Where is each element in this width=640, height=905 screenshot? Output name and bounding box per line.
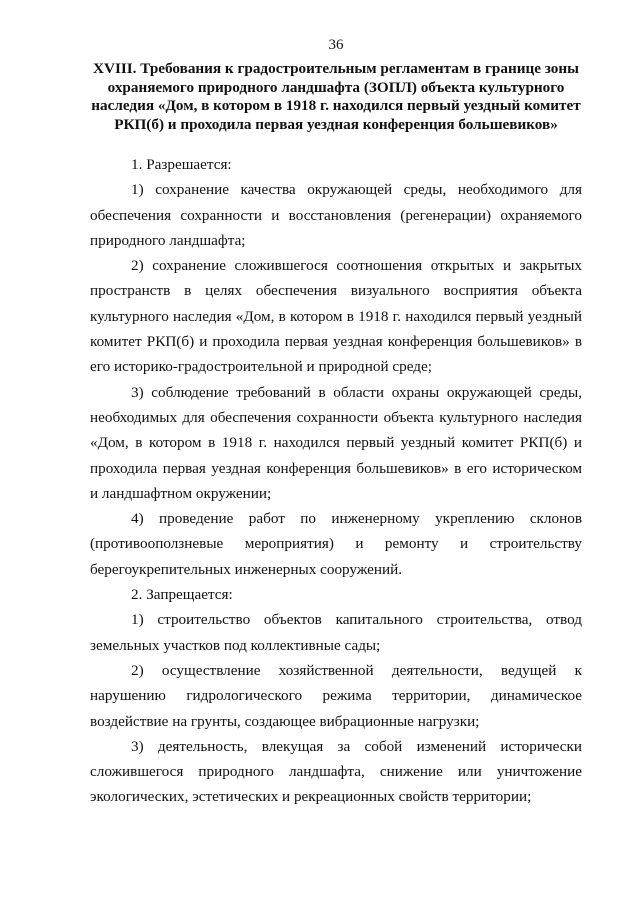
paragraph-permitted-4: 4) проведение работ по инженерному укреплению склонов (противооползневые мероприятия) и ремонту и строительству берегоукрепительных инженерных сооружений. [90, 510, 582, 578]
paragraph-permitted-2: 2) сохранение сложившегося соотношения открытых и закрытых пространств в целях обеспечения визуального восприятия объекта культурного наследия «Дом, в котором в 1918 г. находился первый уездный комитет РКП(б) и проходила первая уездная конференция большевиков» в его историко-градостроительной и природной среде; [90, 257, 582, 376]
paragraph-prohibited-1: 1) строительство объектов капитального строительства, отвод земельных участков под коллективные сады; [90, 611, 582, 654]
paragraph-prohibited-3: 3) деятельность, влекущая за собой изменений исторически сложившегося природного ландшафта, снижение или уничтожение экологических, эстетических и рекреационных свойств территории; [90, 737, 582, 806]
paragraph-prohibited-title: 2. Запрещается: [131, 586, 233, 604]
page-number: 36 [328, 37, 344, 53]
paragraph-permitted-1: 1) сохранение качества окружающей среды, необходимого для обеспечения сохранности и восстановления (регенерации) охраняемого природного ландшафта; [90, 181, 582, 249]
paragraph-permitted-title: 1. Разрешается: [131, 156, 232, 173]
paragraph-permitted-3: 3) соблюдение требований в области охраны окружающей среды, необходимых для обеспечения сохранности объекта культурного наследия «Дом, в котором в 1918 г. находился первый уездный комитет РКП(б) и проходила первая уездная конференция большевиков» в его историческом и ландшафтном окружении; [90, 383, 582, 502]
paragraph-prohibited-2: 2) осуществление хозяйственной деятельности, ведущей к нарушению гидрологического режима территории, динамическое воздействие на грунты, создающее вибрационные нагрузки; [90, 661, 582, 730]
section-heading: XVIII. Требования к градостроительным регламентам в границе зоны охраняемого природного ландшафта (ЗОПЛ) объекта культурного наследия «Дом, в котором в 1918 г. находился первый уездный комитет РКП(б) и проходила первая уездная конференция большевиков» [91, 60, 581, 133]
